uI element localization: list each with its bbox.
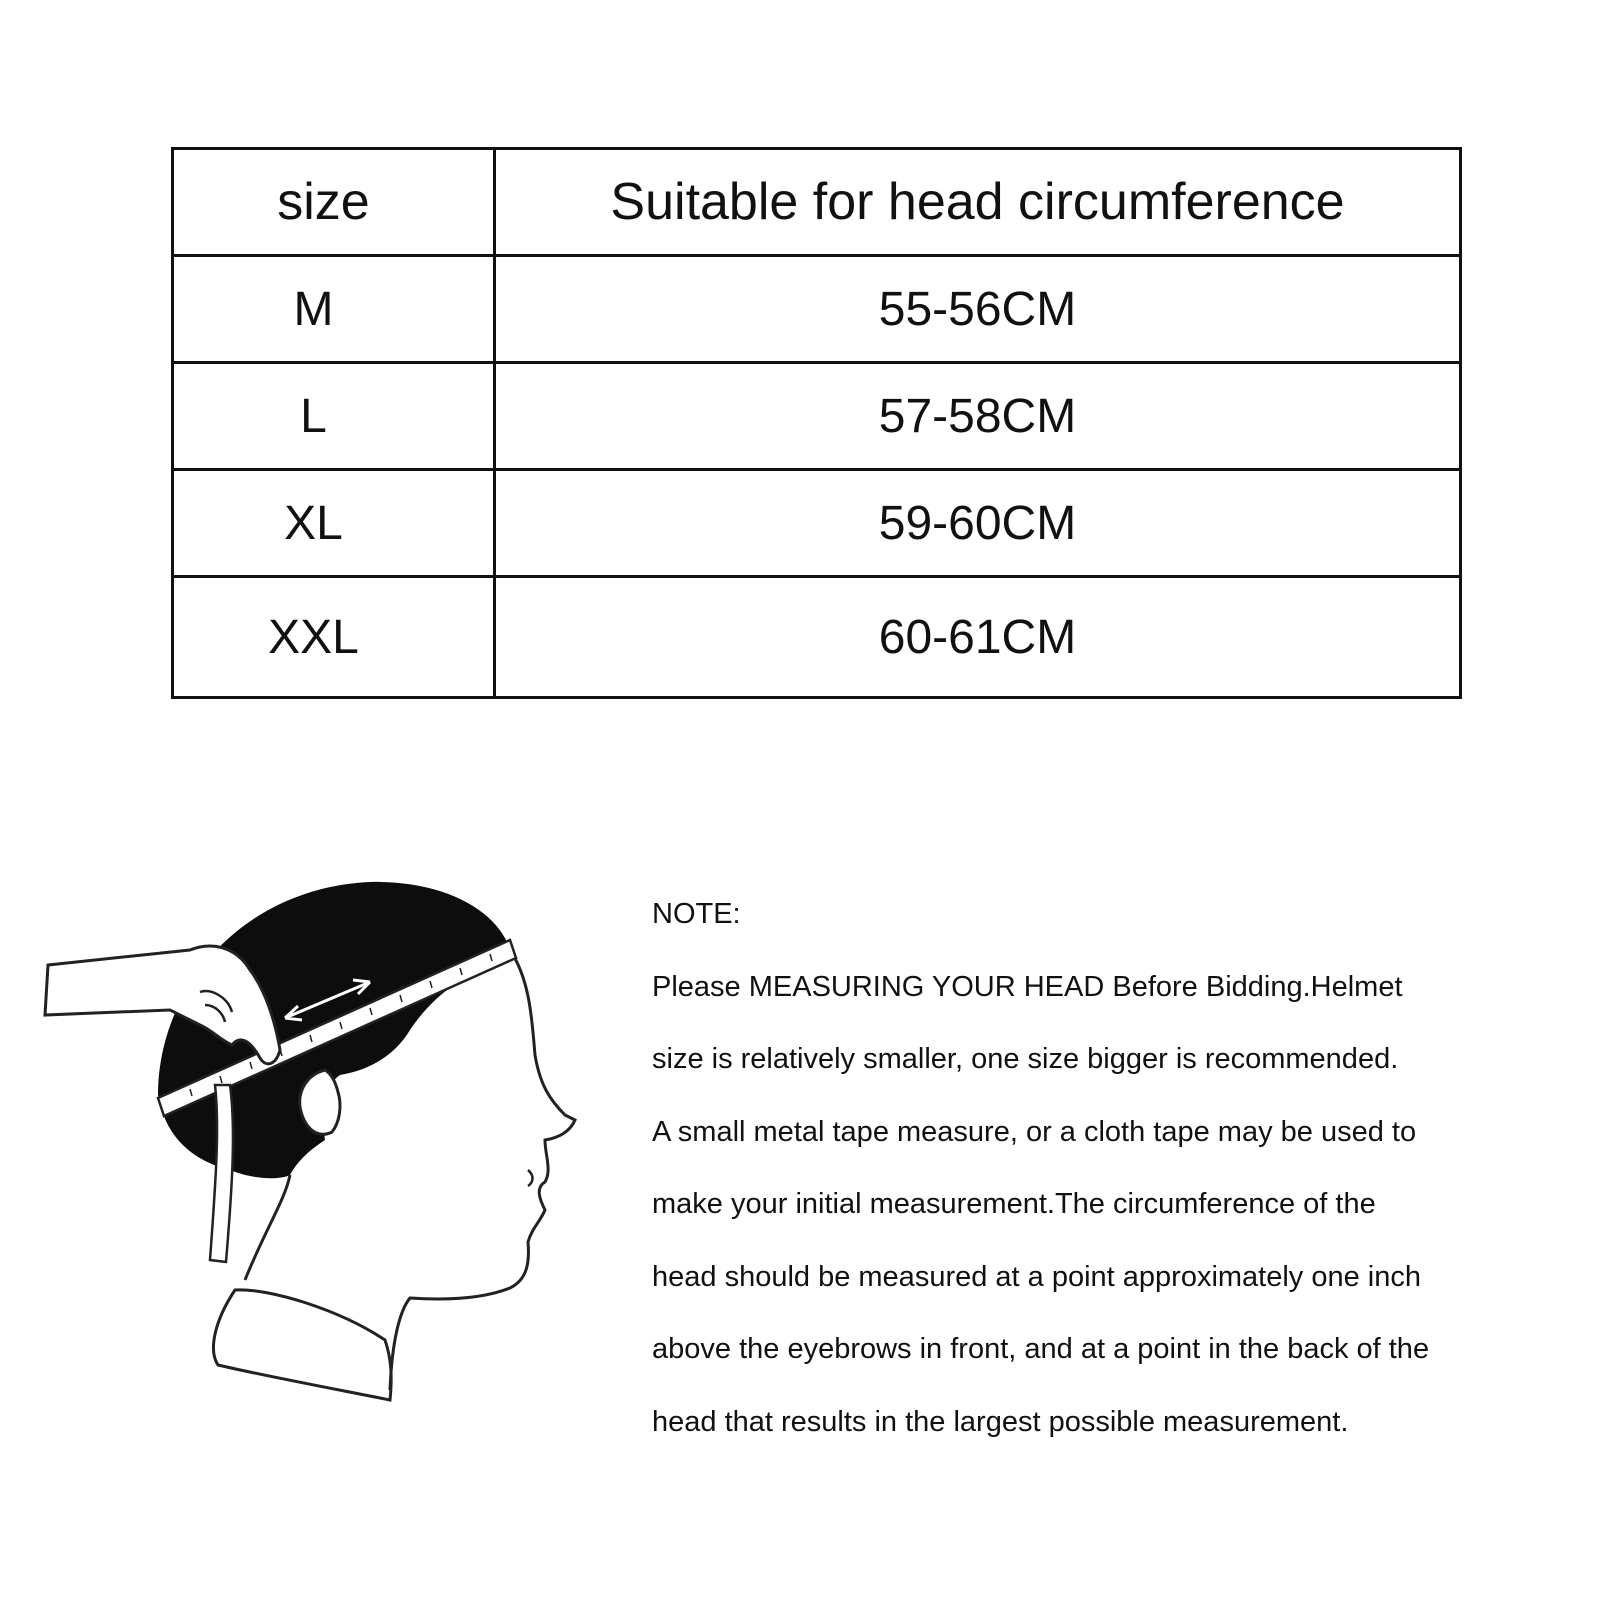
table-row <box>173 256 1461 363</box>
size-cell: L <box>173 363 495 470</box>
neck-back-line <box>245 1175 290 1280</box>
table-row <box>173 577 1461 698</box>
note-line: Please MEASURING YOUR HEAD Before Bidding.Helmet <box>652 970 1403 1003</box>
note-title: NOTE: <box>652 898 741 930</box>
note-line: above the eyebrows in front, and at a point in the back of the <box>652 1333 1430 1365</box>
size-chart-table <box>171 147 1462 699</box>
circumference-column-header: Suitable for head circumference <box>495 149 1461 256</box>
size-cell: XXL <box>173 577 495 698</box>
table-row <box>173 363 1461 470</box>
note-line: head should be measured at a point approximately one inch <box>652 1260 1422 1293</box>
circumference-cell: 57-58CM <box>495 363 1461 470</box>
circumference-cell: 60-61CM <box>495 577 1461 698</box>
table-header-row <box>173 149 1461 256</box>
circumference-cell: 55-56CM <box>495 256 1461 363</box>
note-line: size is relatively smaller, one size bigger is recommended. <box>652 1043 1399 1075</box>
collar-shape <box>213 1290 391 1400</box>
note-line: A small metal tape measure, or a cloth tape may be used to <box>652 1115 1417 1148</box>
head-measurement-illustration <box>40 870 600 1450</box>
note-line: head that results in the largest possible measurement. <box>652 1405 1349 1438</box>
size-cell: XL <box>173 470 495 577</box>
size-column-header: size <box>173 149 495 256</box>
mouth-detail <box>528 1170 533 1186</box>
note-section <box>652 878 1552 1458</box>
table-row <box>173 470 1461 577</box>
note-line: make your initial measurement.The circumference of the <box>652 1188 1376 1220</box>
size-cell: M <box>173 256 495 363</box>
circumference-cell: 59-60CM <box>495 470 1461 577</box>
